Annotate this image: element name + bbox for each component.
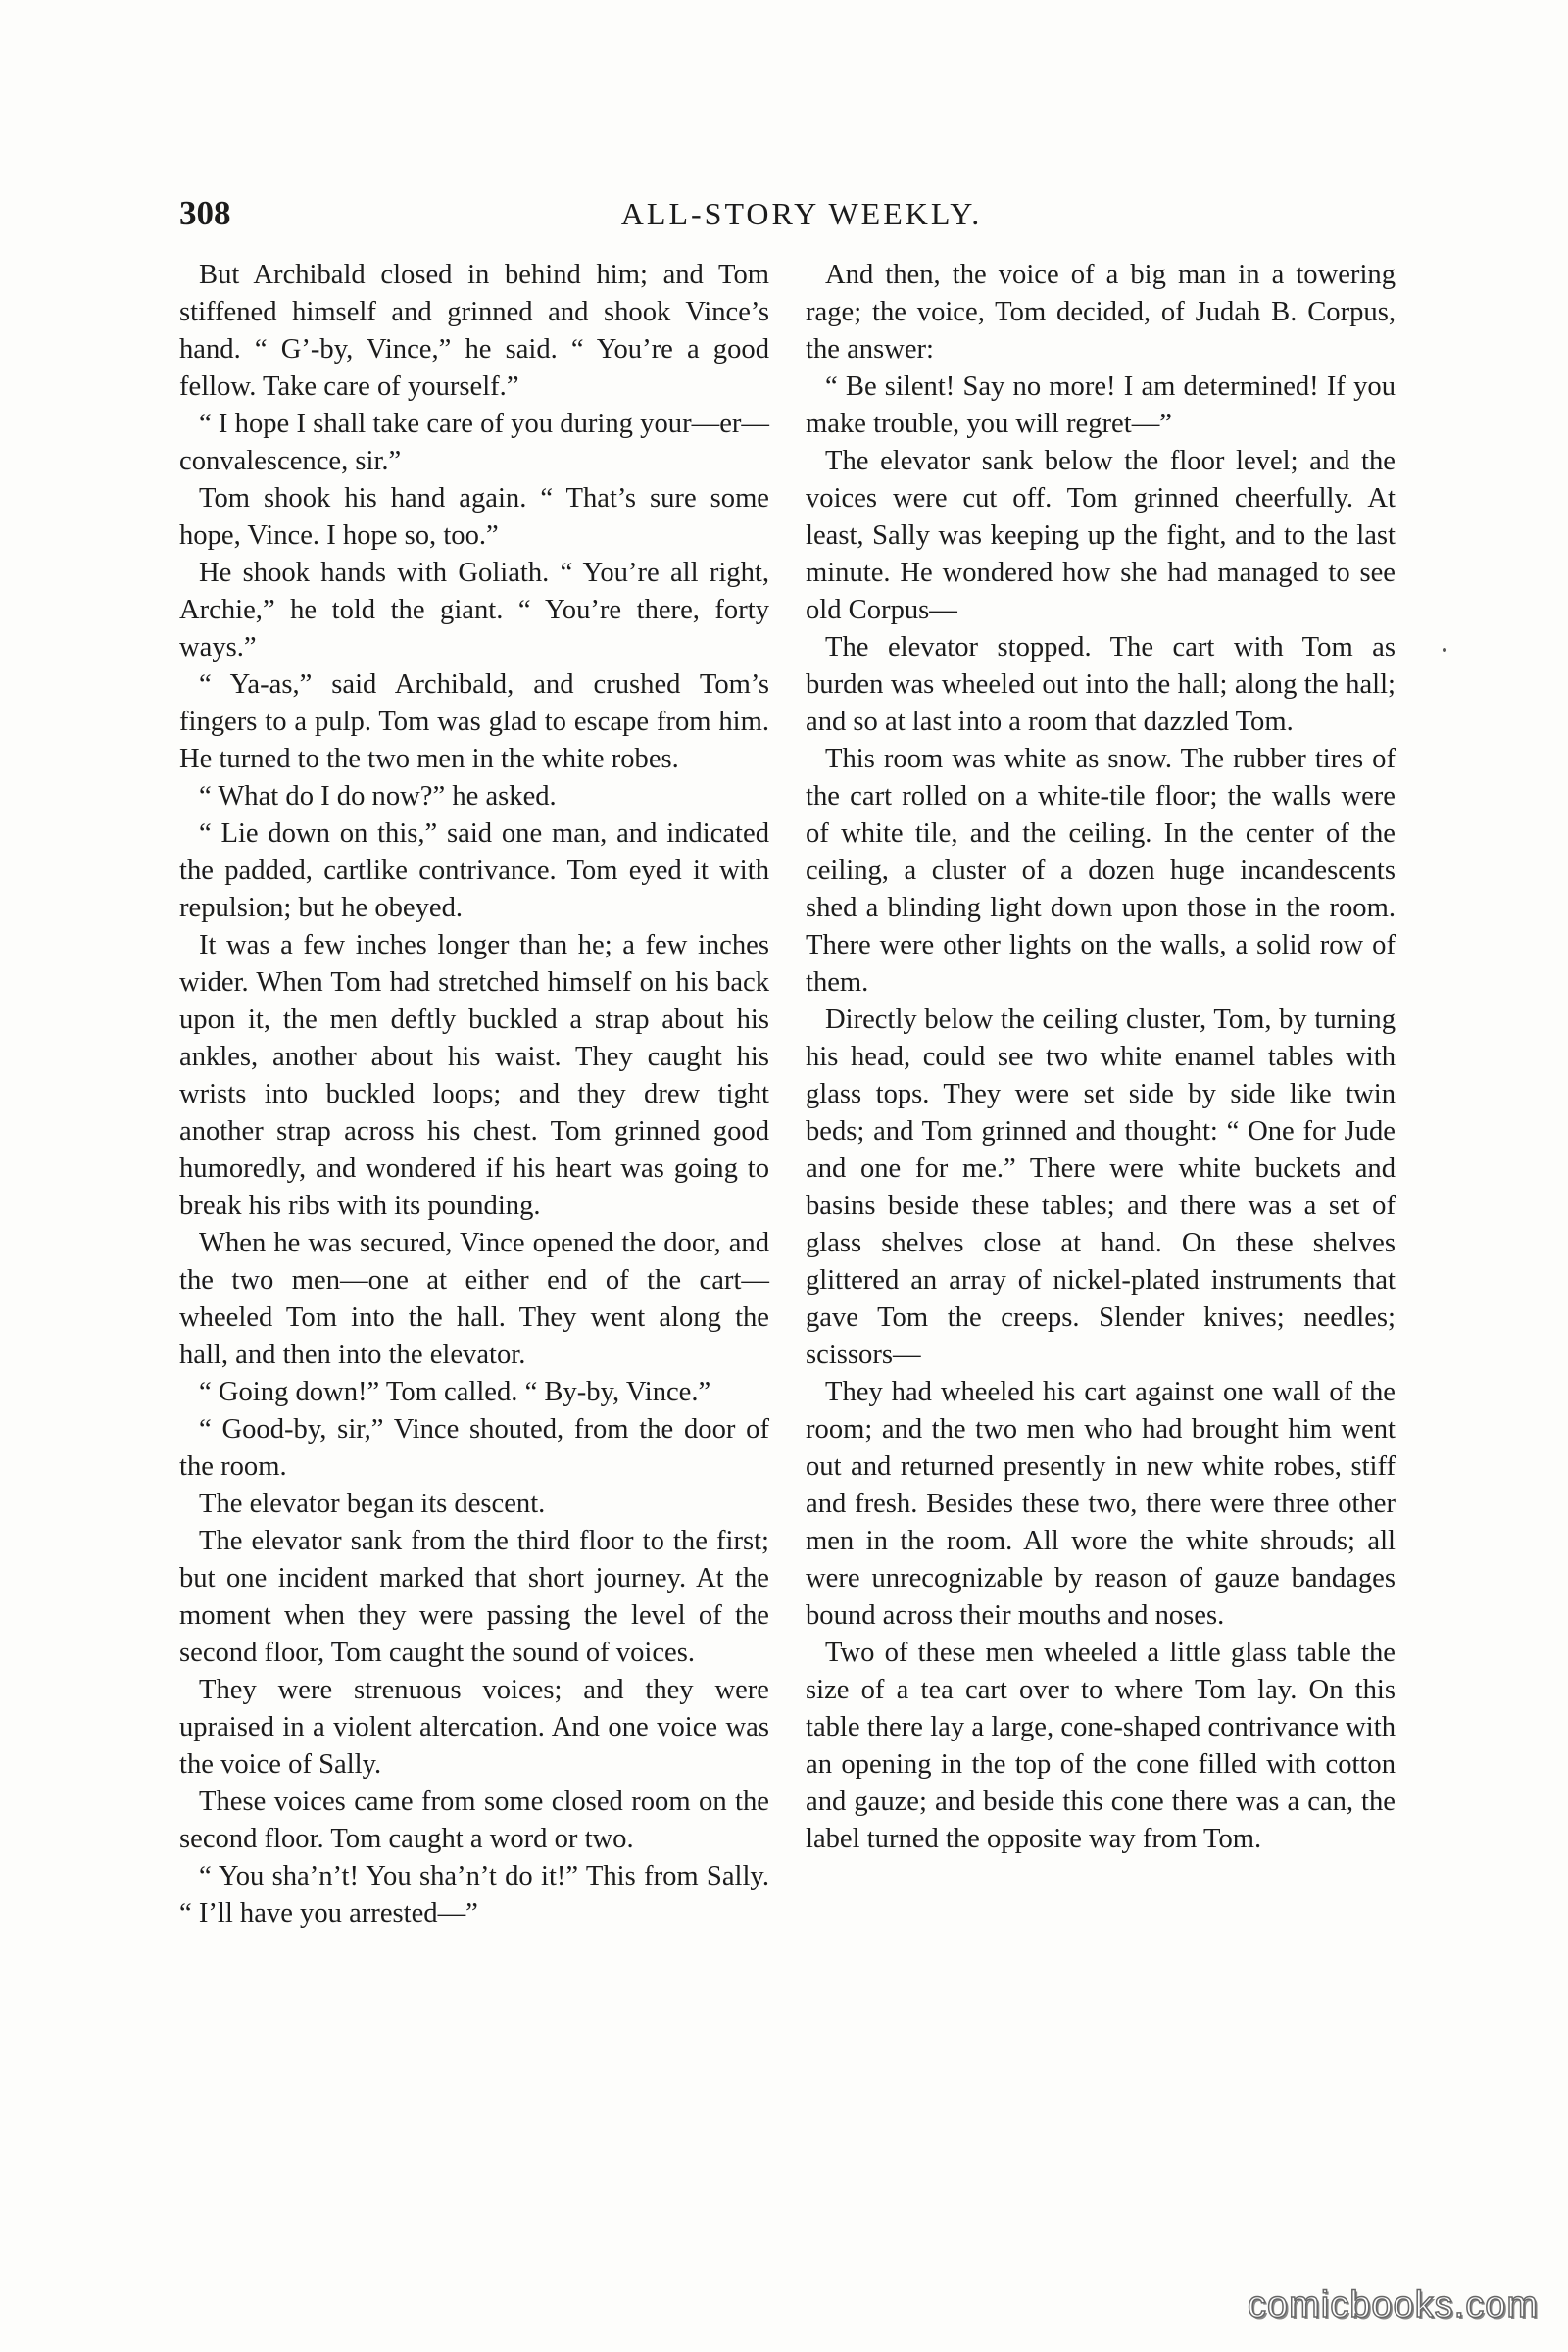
paragraph: “ Be silent! Say no more! I am determined! If you make trouble, you will regret—” xyxy=(806,371,1396,439)
paragraph: They had wheeled his cart against one wall of the room; and the two men who had brought him went out and returned presently in new white robes, stiff and fresh. Besides these two, there were three other men in the room. All wore the white shrouds; all were unrecognizable by reason of gauze bandages bound across their mouths and noses. xyxy=(806,1377,1396,1631)
journal-title: ALL-STORY WEEKLY. xyxy=(620,196,983,231)
paragraph: They were strenuous voices; and they were upraised in a violent altercation. And one voice was the voice of Sally. xyxy=(179,1675,769,1780)
paragraph: The elevator stopped. The cart with Tom as burden was wheeled out into the hall; along the hall; and so at last into a room that dazzled Tom. xyxy=(806,632,1396,737)
paragraph: The elevator sank from the third floor to the first; but one incident marked that short journey. At the moment when they were passing the level of the second floor, Tom caught the sound of voices. xyxy=(179,1526,769,1668)
paragraph: The elevator began its descent. xyxy=(199,1489,546,1519)
paragraph: He shook hands with Goliath. “ You’re all right, Archie,” he told the giant. “ You’re there, forty ways.” xyxy=(179,558,769,662)
paragraph: “ Going down!” Tom called. “ By-by, Vince.” xyxy=(199,1377,711,1407)
paragraph: Tom shook his hand again. “ That’s sure some hope, Vince. I hope so, too.” xyxy=(179,483,769,551)
paragraph: But Archibald closed in behind him; and Tom stiffened himself and grinned and shook Vince’s hand. “ G’-by, Vince,” he said. “ You’re a good fellow. Take care of yourself.” xyxy=(179,260,769,402)
paragraph: Two of these men wheeled a little glass table the size of a tea cart over to where Tom lay. On this table there lay a large, cone-shaped contrivance with an opening in the top of the cone filled with cotton and gauze; and beside this cone there was a can, the label turned the opposite way from Tom. xyxy=(806,1638,1396,1854)
watermark-logo: comicbooks.com xyxy=(1248,2284,1539,2326)
paragraph: And then, the voice of a big man in a towering rage; the voice, Tom decided, of Judah B. Corpus, the answer: xyxy=(806,260,1396,365)
left-text-column xyxy=(179,257,769,1933)
paragraph: These voices came from some closed room on the second floor. Tom caught a word or two. xyxy=(179,1787,769,1854)
paragraph: It was a few inches longer than he; a few inches wider. When Tom had stretched himself on his back upon it, the men deftly buckled a strap about his ankles, another about his waist. They caught his wrists into buckled loops; and they drew tight another strap across his chest. Tom grinned good humoredly, and wondered if his heart was going to break his ribs with its pounding. xyxy=(179,930,769,1221)
running-head xyxy=(179,194,1424,243)
page-number: 308 xyxy=(179,194,231,232)
margin-dot xyxy=(1443,648,1446,652)
paragraph: This room was white as snow. The rubber tires of the cart rolled on a white-tile floor; the walls were of white tile, and the ceiling. In the center of the ceiling, a cluster of a dozen huge incandescents shed a blinding light down upon those in the room. There were other lights on the walls, a solid row of them. xyxy=(806,744,1396,998)
paragraph: “ Lie down on this,” said one man, and indicated the padded, cartlike contrivance. Tom eyed it with repulsion; but he obeyed. xyxy=(179,818,769,923)
paragraph: Directly below the ceiling cluster, Tom, by turning his head, could see two white enamel tables with glass tops. They were set side by side like twin beds; and Tom grinned and thought: “ One for Jude and one for me.” There were white buckets and basins beside these tables; and there was a set of glass shelves close at hand. On these shelves glittered an array of nickel-plated instruments that gave Tom the creeps. Slender knives; needles; scissors— xyxy=(806,1004,1396,1370)
paragraph: When he was secured, Vince opened the door, and the two men—one at either end of the cart—wheeled Tom into the hall. They went along the hall, and then into the elevator. xyxy=(179,1228,769,1370)
paragraph: “ Ya-as,” said Archibald, and crushed Tom’s fingers to a pulp. Tom was glad to escape from him. He turned to the two men in the white robes. xyxy=(179,669,769,774)
paragraph: “ You sha’n’t! You sha’n’t do it!” This from Sally. “ I’ll have you arrested—” xyxy=(179,1861,769,1929)
paragraph: “ Good-by, sir,” Vince shouted, from the door of the room. xyxy=(179,1414,769,1482)
paragraph: The elevator sank below the floor level; and the voices were cut off. Tom grinned cheerfully. At least, Sally was keeping up the fight, and to the last minute. He wondered how she had managed to see old Corpus— xyxy=(806,446,1396,625)
right-text-column xyxy=(806,257,1396,1858)
paragraph: “ What do I do now?” he asked. xyxy=(199,781,557,811)
paragraph: “ I hope I shall take care of you during your—er—convalescence, sir.” xyxy=(179,409,769,476)
